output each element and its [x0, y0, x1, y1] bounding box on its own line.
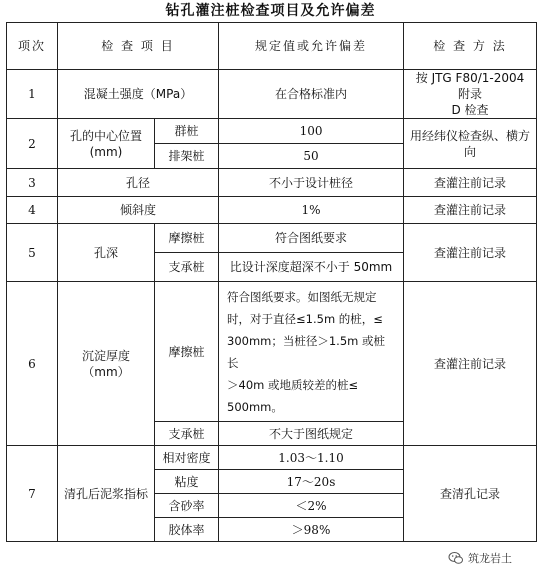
table-row: [7, 282, 537, 422]
row-item: 孔深: [58, 224, 155, 282]
row-subitem: 支承桩: [155, 422, 219, 446]
row-item: 孔径: [58, 169, 219, 197]
row-method: 查灌注前记录: [404, 224, 537, 282]
row-spec: 不大于图纸规定: [219, 422, 404, 446]
row-spec-line: 时，对于直径≤1.5m 的桩，≤: [227, 311, 383, 326]
row-spec-line: 符合图纸要求。如图纸无规定: [227, 289, 377, 304]
row-item: 倾斜度: [58, 197, 219, 224]
table-title: 钻孔灌注桩检查项目及允许偏差: [165, 3, 376, 19]
row-spec: 1.03～1.10: [219, 446, 404, 470]
row-no: 5: [7, 224, 58, 282]
row-subitem: 支承桩: [155, 253, 219, 282]
row-item: 混凝土强度（MPa）: [58, 70, 219, 119]
row-spec: 在合格标准内: [219, 70, 404, 119]
row-item: 沉淀厚度（mm）: [58, 282, 155, 446]
row-spec: 1%: [219, 197, 404, 224]
row-spec: 50: [219, 144, 404, 169]
table-row: [7, 169, 537, 197]
row-method: [404, 70, 537, 119]
row-no: 4: [7, 197, 58, 224]
row-spec: 不小于设计桩径: [219, 169, 404, 197]
row-spec: 100: [219, 119, 404, 144]
row-method-line: 按 JTG F80/1-2004 附录: [415, 71, 525, 101]
wechat-icon: [448, 550, 464, 566]
row-spec-line: 300mm；当桩径＞1.5m 或桩长: [227, 333, 386, 370]
row-subitem: 摩擦桩: [155, 224, 219, 253]
watermark-text: 筑龙岩土: [468, 552, 512, 565]
row-no: 2: [7, 119, 58, 169]
row-subitem: 相对密度: [155, 446, 219, 470]
row-method-line: 向: [464, 144, 477, 159]
table-row: [7, 446, 537, 470]
row-method-line: 用经纬仪检查纵、横方: [410, 128, 531, 143]
row-item: 清孔后泥浆指标: [58, 446, 155, 542]
table-row: [7, 197, 537, 224]
row-item: [58, 119, 155, 169]
header-no: 项次: [7, 23, 58, 70]
row-item-line: (mm): [89, 144, 123, 159]
row-method: 查灌注前记录: [404, 197, 537, 224]
row-subitem: 含砂率: [155, 494, 219, 518]
row-subitem: 摩擦桩: [155, 282, 219, 422]
watermark: [445, 549, 515, 567]
row-spec-line: 500mm。: [227, 399, 283, 414]
row-method: [404, 119, 537, 169]
row-spec: 比设计深度超深不小于 50mm: [219, 253, 404, 282]
row-spec: 17～20s: [219, 470, 404, 494]
row-no: 6: [7, 282, 58, 446]
table-row: [7, 70, 537, 119]
row-spec: 符合图纸要求: [219, 224, 404, 253]
header-item: 检 查 项 目: [58, 23, 219, 70]
row-spec-line: ＞40m 或地质较差的桩≤: [227, 377, 359, 392]
table-row: [7, 224, 537, 253]
header-method: 检 查 方 法: [404, 23, 537, 70]
row-method-line: D 检查: [451, 103, 489, 117]
row-subitem: 排架桩: [155, 144, 219, 169]
row-no: 3: [7, 169, 58, 197]
row-method: 查灌注前记录: [404, 282, 537, 446]
row-method: 查灌注前记录: [404, 169, 537, 197]
table-row: [7, 119, 537, 144]
row-spec: [219, 282, 404, 422]
inspection-table: [6, 22, 537, 542]
row-no: 7: [7, 446, 58, 542]
row-subitem: 群桩: [155, 119, 219, 144]
row-method: 查清孔记录: [404, 446, 537, 542]
row-item-line: 孔的中心位置: [69, 128, 142, 143]
row-no: 1: [7, 70, 58, 119]
row-spec: ＜2%: [219, 494, 404, 518]
row-subitem: 粘度: [155, 470, 219, 494]
header-spec: 规定值或允许偏差: [219, 23, 404, 70]
row-spec: ＞98%: [219, 518, 404, 542]
row-subitem: 胶体率: [155, 518, 219, 542]
header-row: [7, 23, 537, 70]
